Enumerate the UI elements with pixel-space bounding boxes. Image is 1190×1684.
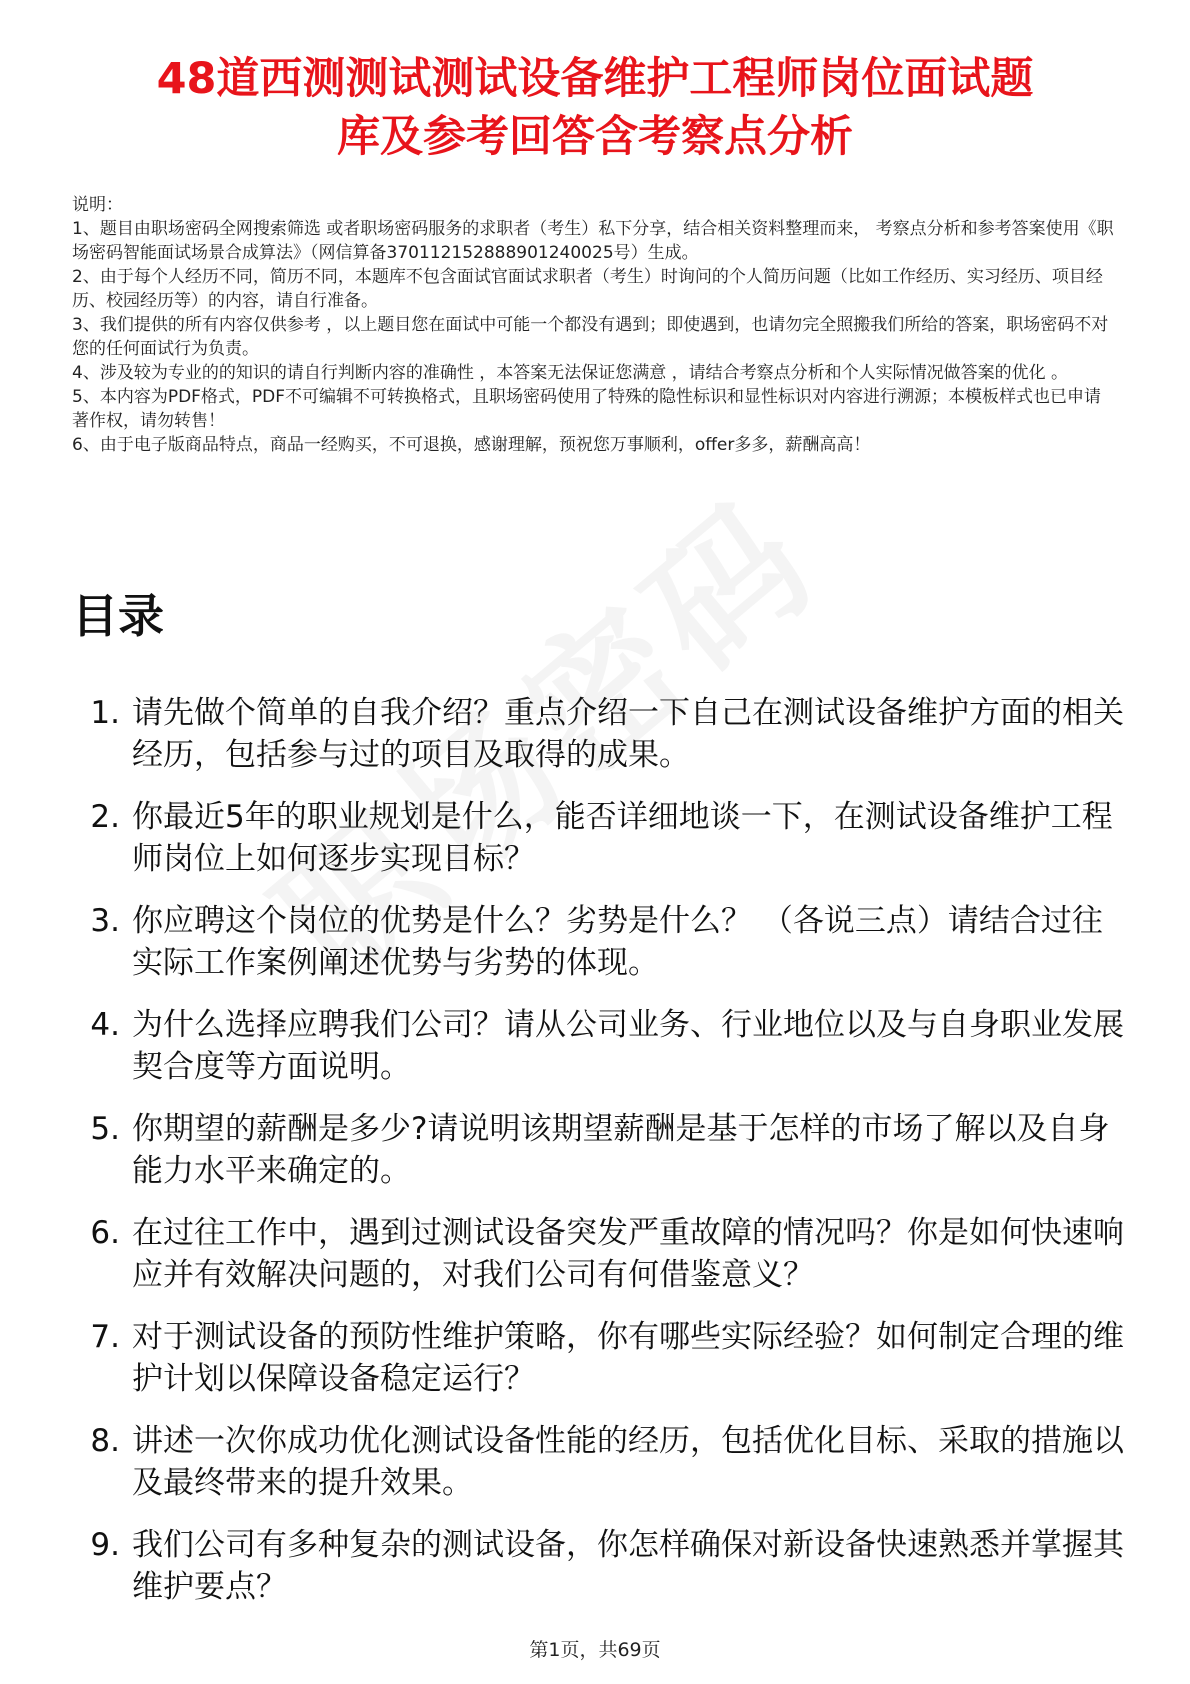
list-item (72, 1524, 1128, 1608)
question-text: 对于测试设备的预防性维护策略，你有哪些实际经验？如何制定合理的维护计划以保障设备稳定运行？ (132, 1319, 1124, 1397)
list-item (72, 900, 1128, 984)
list-item (72, 1212, 1128, 1296)
question-number: 7. (90, 1319, 120, 1355)
question-number: 2. (90, 799, 120, 835)
question-text: 讲述一次你成功优化测试设备性能的经历，包括优化目标、采取的措施以及最终带来的提升效果。 (132, 1423, 1124, 1501)
question-number: 1. (90, 695, 120, 731)
question-text: 为什么选择应聘我们公司？请从公司业务、行业地位以及与自身职业发展契合度等方面说明。 (132, 1007, 1124, 1085)
question-number: 3. (90, 903, 120, 939)
question-text: 你应聘这个岗位的优势是什么？劣势是什么？ （各说三点）请结合过往实际工作案例阐述优势与劣势的体现。 (132, 903, 1103, 981)
note-item-1: 1、题目由职场密码全网搜索筛选 或者职场密码服务的求职者（考生）私下分享，结合相关资料整理而来， 考察点分析和参考答案使用《职场密码智能面试场景合成算法》（网信算备370112152888901240025号）生成。 (72, 219, 1114, 263)
question-number: 5. (90, 1111, 120, 1147)
document-title (40, 50, 1150, 166)
note-item-5: 5、本内容为PDF格式，PDF不可编辑不可转换格式，且职场密码使用了特殊的隐性标识和显性标识对内容进行溯源；本模板样式也已申请著作权，请勿转售！ (72, 387, 1102, 431)
list-item (72, 692, 1128, 776)
list-item (72, 1316, 1128, 1400)
question-number: 6. (90, 1215, 120, 1251)
question-number: 4. (90, 1007, 120, 1043)
list-item (72, 1004, 1128, 1088)
question-text: 在过往工作中，遇到过测试设备突发严重故障的情况吗？你是如何快速响应并有效解决问题的，对我们公司有何借鉴意义？ (132, 1215, 1124, 1293)
note-item-6: 6、由于电子版商品特点，商品一经购买，不可退换，感谢理解，预祝您万事顺利，offer多多，薪酬高高！ (72, 435, 871, 455)
list-item (72, 1108, 1128, 1192)
disclaimer-notes (72, 193, 1118, 457)
list-item (72, 1420, 1128, 1504)
title-line-1: 48道西测测试测试设备维护工程师岗位面试题 (156, 54, 1034, 104)
page-number: 第1页，共69页 (529, 1639, 661, 1661)
question-text: 我们公司有多种复杂的测试设备，你怎样确保对新设备快速熟悉并掌握其维护要点？ (132, 1527, 1124, 1605)
note-item-4: 4、涉及较为专业的的知识的请自行判断内容的准确性 ，本答案无法保证您满意 ，请结合考察点分析和个人实际情况做答案的优化 。 (72, 363, 1069, 383)
question-number: 9. (90, 1527, 120, 1563)
note-item-3: 3、我们提供的所有内容仅供参考 ，以上题目您在面试中可能一个都没有遇到；即使遇到，也请勿完全照搬我们所给的答案，职场密码不对您的任何面试行为负责。 (72, 315, 1109, 359)
list-item (72, 796, 1128, 880)
question-list (72, 692, 1128, 1628)
question-text: 请先做个简单的自我介绍？重点介绍一下自己在测试设备维护方面的相关经历，包括参与过的项目及取得的成果。 (132, 695, 1124, 773)
notes-label: 说明： (72, 195, 123, 215)
question-number: 8. (90, 1423, 120, 1459)
toc-heading: 目录 (72, 589, 164, 643)
question-text: 你期望的薪酬是多少?请说明该期望薪酬是基于怎样的市场了解以及自身能力水平来确定的。 (132, 1111, 1110, 1189)
question-text: 你最近5年的职业规划是什么，能否详细地谈一下，在测试设备维护工程师岗位上如何逐步实现目标？ (132, 799, 1113, 877)
note-item-2: 2、由于每个人经历不同，简历不同，本题库不包含面试官面试求职者（考生）时询问的个人简历问题（比如工作经历、实习经历、项目经历、校园经历等）的内容，请自行准备。 (72, 267, 1103, 311)
title-line-2: 库及参考回答含考察点分析 (337, 112, 853, 162)
